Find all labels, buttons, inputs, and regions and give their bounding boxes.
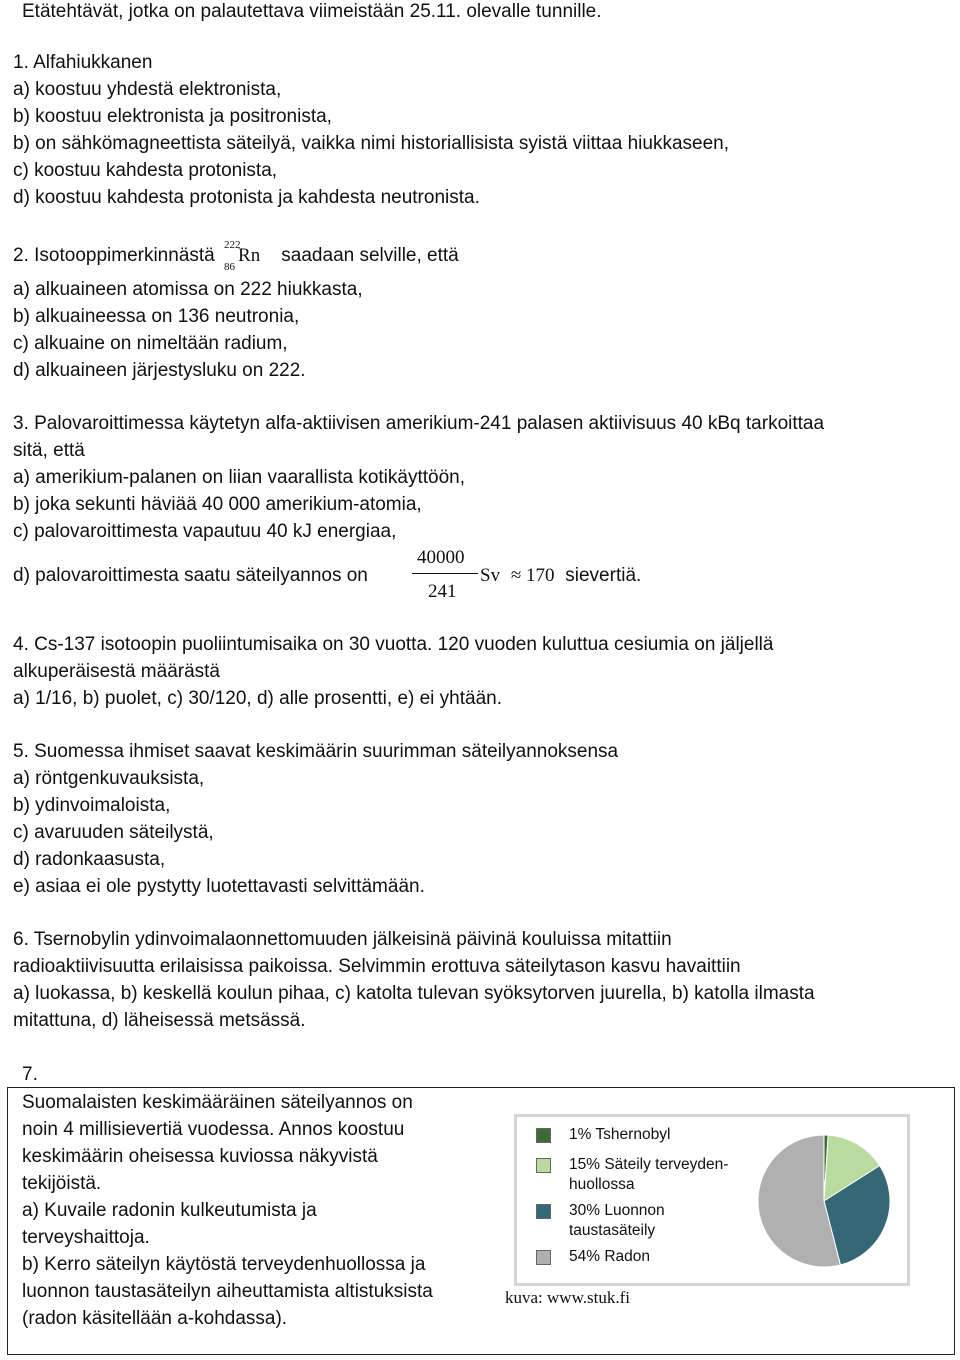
legend-label-tshernobyl: 1% Tshernobyl xyxy=(569,1126,671,1143)
q6-line: a) luokassa, b) keskellä koulun pihaa, c) katolta tulevan syöksytorven juurella, b) katolla ilmasta xyxy=(13,983,815,1004)
legend-swatch-healthcare xyxy=(536,1158,551,1173)
q4-line: 4. Cs-137 isotoopin puoliintumisaika on 30 vuotta. 120 vuoden kuluttua cesiumia on jäljellä xyxy=(13,634,774,655)
q2-suffix: saadaan selville, että xyxy=(281,245,459,266)
q5-option: e) asiaa ei ole pystytty luotettavasti selvittämään. xyxy=(13,876,425,897)
q1-option: c) koostuu kahdesta protonista, xyxy=(13,160,278,181)
q7-line: (radon käsitellään a-kohdassa). xyxy=(22,1308,288,1329)
dose-expression xyxy=(480,565,641,587)
dose-unit: Sv xyxy=(480,565,501,586)
q7-line: b) Kerro säteilyn käytöstä terveydenhuollossa ja xyxy=(22,1254,426,1275)
q3-line: 3. Palovaroittimessa käytetyn alfa-aktiivisen amerikium-241 palasen aktiivisuus 40 kBq tarkoittaa xyxy=(13,413,825,434)
q4-line: alkuperäisestä määrästä xyxy=(13,661,220,682)
q3-option: a) amerikium-palanen on liian vaarallista kotikäyttöön, xyxy=(13,467,466,488)
q2-prefix: 2. Isotooppimerkinnästä xyxy=(13,245,215,266)
q1-option: b) on sähkömagneettista säteilyä, vaikka nimi historiallisista syistä viittaa hiukkaseen, xyxy=(13,133,729,154)
fraction-bar xyxy=(412,573,478,574)
legend-swatch-background xyxy=(536,1204,551,1219)
dose-suffix: sievertiä. xyxy=(565,565,642,586)
q5-option: a) röntgenkuvauksista, xyxy=(13,768,205,789)
legend-label-radon: 54% Radon xyxy=(569,1248,651,1265)
dose-fraction xyxy=(412,547,478,605)
q7-line: luonnon taustasäteilyn aiheuttamista altistuksista xyxy=(22,1281,433,1302)
q7-line: tekijöistä. xyxy=(22,1173,102,1194)
q5-option: c) avaruuden säteilystä, xyxy=(13,822,214,843)
dose-value: 170 xyxy=(526,565,555,586)
approx-sign: ≈ xyxy=(510,565,522,586)
q7-line: a) Kuvaile radonin kulkeutumista ja xyxy=(22,1200,317,1221)
q2-option: d) alkuaineen järjestysluku on 222. xyxy=(13,360,306,381)
q5-option: b) ydinvoimaloista, xyxy=(13,795,171,816)
legend-swatch-radon xyxy=(536,1250,551,1265)
q3-option: b) joka sekunti häviää 40 000 amerikium-atomia, xyxy=(13,494,422,515)
element-symbol: Rn xyxy=(238,245,261,266)
legend-label-background: 30% Luonnon taustasäteily xyxy=(569,1202,665,1239)
pie-graphic xyxy=(754,1123,894,1279)
q7-line: terveyshaittoja. xyxy=(22,1227,150,1248)
mass-number: 222 xyxy=(224,239,241,251)
q1-title: 1. Alfahiukkanen xyxy=(13,52,153,73)
assignment-header: Etätehtävät, jotka on palautettava viimeistään 25.11. olevalle tunnille. xyxy=(22,1,602,22)
legend-swatch-tshernobyl xyxy=(536,1128,551,1143)
q2-title xyxy=(13,239,459,273)
q7-line: noin 4 millisievertiä vuodessa. Annos koostuu xyxy=(22,1119,405,1140)
q5-option: d) radonkaasusta, xyxy=(13,849,166,870)
q1-option: b) koostuu elektronista ja positronista, xyxy=(13,106,332,127)
image-credit: kuva: www.stuk.fi xyxy=(505,1288,630,1307)
q6-line: mitattuna, d) läheisessä metsässä. xyxy=(13,1010,306,1031)
q3-option-d: d) palovaroittimesta saatu säteilyannos on xyxy=(13,565,368,586)
q1-option: d) koostuu kahdesta protonista ja kahdesta neutronista. xyxy=(13,187,480,208)
nuclide-notation xyxy=(220,239,276,273)
q1-option: a) koostuu yhdestä elektronista, xyxy=(13,79,282,100)
q7-number: 7. xyxy=(22,1064,38,1085)
radiation-pie-chart xyxy=(514,1114,910,1286)
q3-line: sitä, että xyxy=(13,440,85,461)
legend-label-healthcare: 15% Säteily terveyden- huollossa xyxy=(569,1156,729,1193)
q2-option: b) alkuaineessa on 136 neutronia, xyxy=(13,306,300,327)
q6-line: radioaktiivisuutta erilaisissa paikoissa. Selvimmin erottuva säteilytason kasvu havaittiin xyxy=(13,956,741,977)
atomic-number: 86 xyxy=(224,261,236,273)
q3-option: c) palovaroittimesta vapautuu 40 kJ energiaa, xyxy=(13,521,397,542)
q4-options: a) 1/16, b) puolet, c) 30/120, d) alle prosentti, e) ei yhtään. xyxy=(13,688,503,709)
q7-line: keskimäärin oheisessa kuviossa näkyvistä xyxy=(22,1146,378,1167)
fraction-denominator: 241 xyxy=(428,581,457,602)
q2-option: a) alkuaineen atomissa on 222 hiukkasta, xyxy=(13,279,363,300)
q7-line: Suomalaisten keskimääräinen säteilyannos on xyxy=(22,1092,413,1113)
fraction-numerator: 40000 xyxy=(417,547,465,568)
q2-option: c) alkuaine on nimeltään radium, xyxy=(13,333,288,354)
q5-title: 5. Suomessa ihmiset saavat keskimäärin suurimman säteilyannoksensa xyxy=(13,741,619,762)
q6-line: 6. Tsernobylin ydinvoimalaonnettomuuden jälkeisinä päivinä kouluissa mitattiin xyxy=(13,929,672,950)
